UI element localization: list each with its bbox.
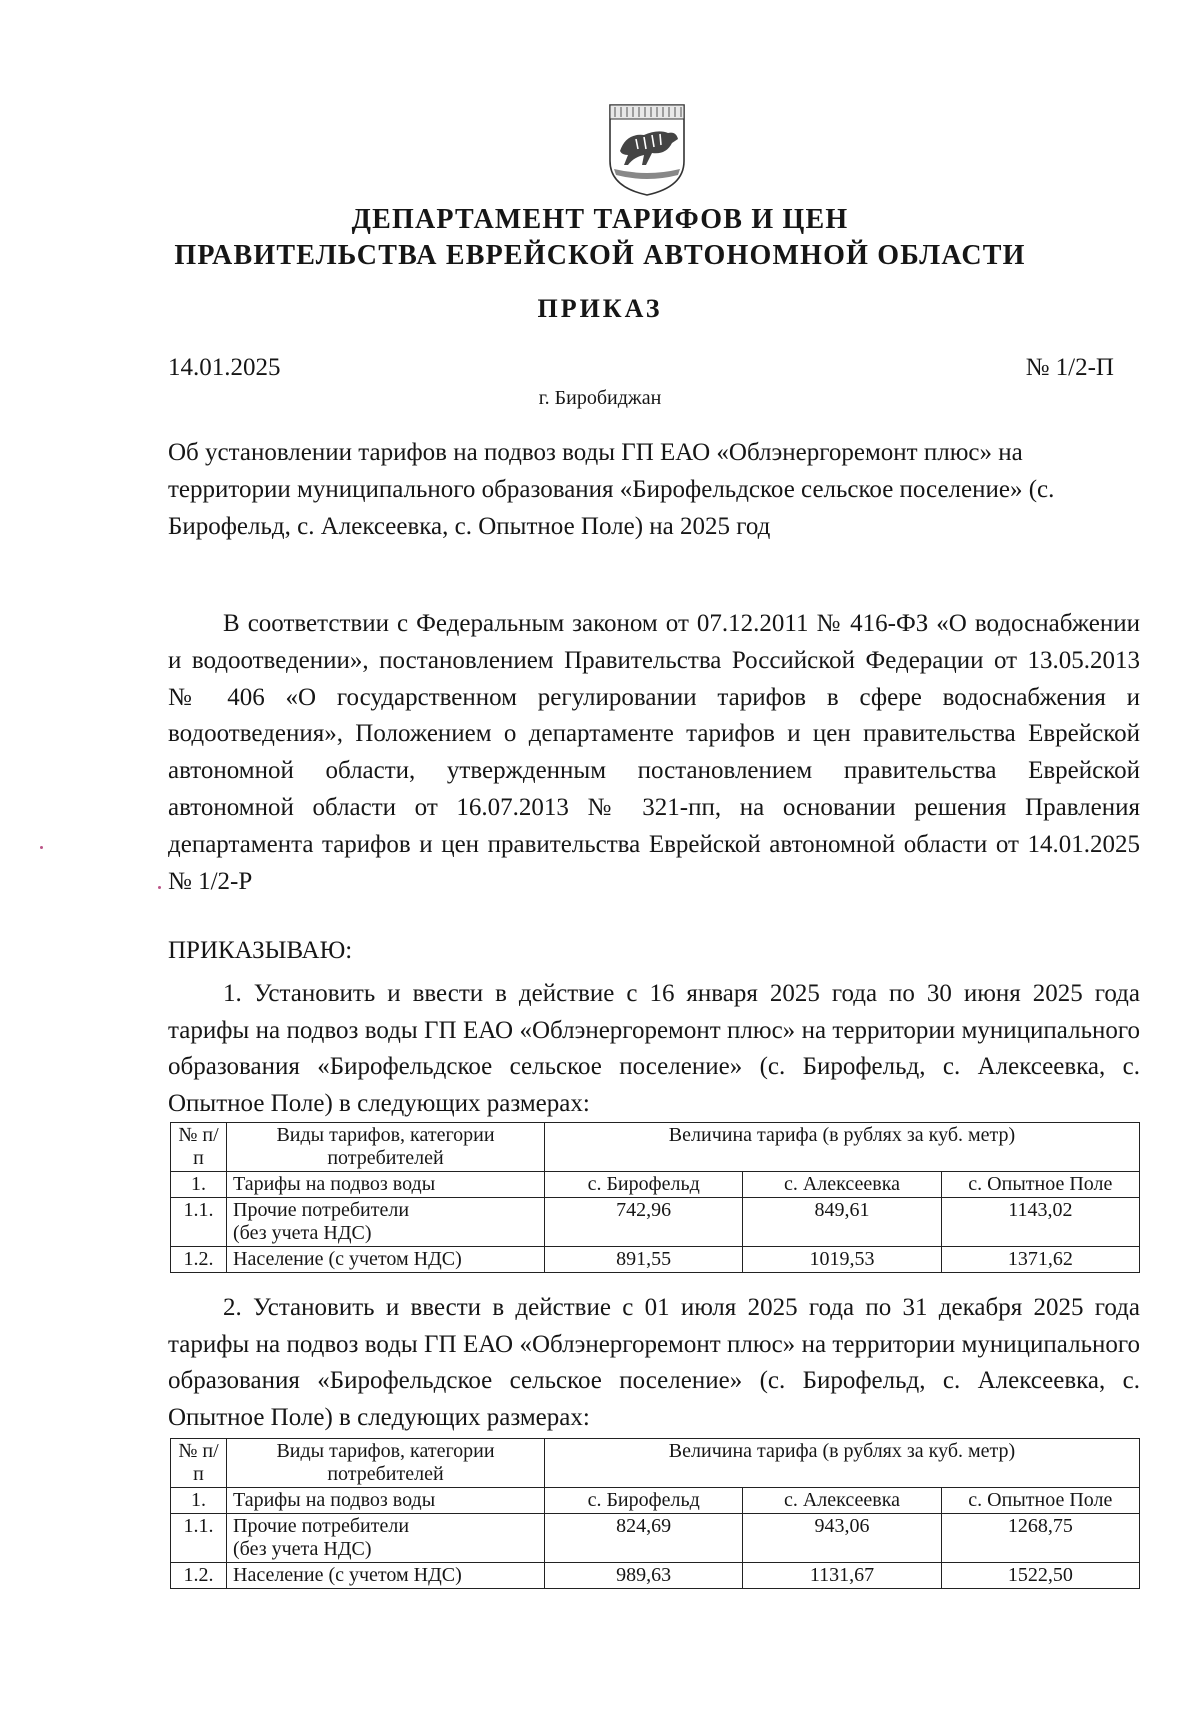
value-cell: 1371,62	[941, 1247, 1139, 1273]
header-number-cell: № п/п	[171, 1123, 227, 1172]
table-header-row	[171, 1439, 1140, 1488]
tariff-table-1	[170, 1122, 1140, 1273]
coat-of-arms-emblem	[606, 103, 688, 197]
row-number-cell: 1.1.	[171, 1198, 227, 1247]
value-cell: 1143,02	[941, 1198, 1139, 1247]
clause-1: 1. Установить и ввести в действие с 16 января 2025 года по 30 июня 2025 года тарифы на подвоз воды ГП ЕАО «Облэнергоремонт плюс» на территории муниципального образования «Бирофельдское сельское поселение» (с. Бирофельд, с. Алексеевка, с. Опытное Поле) в следующих размерах:	[168, 980, 1140, 1117]
row-number-cell: 1.2.	[171, 1247, 227, 1273]
preamble-paragraph: В соответствии с Федеральным законом от 07.12.2011 № 416-ФЗ «О водоснабжении и водоотведении», постановлением Правительства Российской Федерации от 13.05.2013 № 406 «О государственном регулировании тарифов в сфере водоснабжения и водоотведения», Положением о департаменте тарифов и цен правительства Еврейской автономной области, утвержденным постановлением правительства Еврейской автономной области от 16.07.2013 № 321-пп, на основании решения Правления департамента тарифов и цен правительства Еврейской автономной области от 14.01.2025 № 1/2-Р	[168, 610, 1140, 895]
organization-name-line-1: ДЕПАРТАМЕНТ ТАРИФОВ И ЦЕН	[351, 204, 849, 235]
column-header-opytnoe-pole: с. Опытное Поле	[941, 1488, 1139, 1514]
value-cell: 891,55	[545, 1247, 743, 1273]
header-name-cell: Виды тарифов, категории потребителей	[227, 1123, 545, 1172]
value-cell: 989,63	[545, 1563, 743, 1589]
row-name-cell: Тарифы на подвоз воды	[227, 1488, 545, 1514]
column-header-birofeld: с. Бирофельд	[545, 1488, 743, 1514]
table-row	[171, 1488, 1140, 1514]
row-number-cell: 1.1.	[171, 1514, 227, 1563]
value-cell: 943,06	[743, 1514, 941, 1563]
document-number: № 1/2-П	[1025, 354, 1114, 381]
scan-speck	[40, 846, 43, 849]
table-row	[171, 1198, 1140, 1247]
table-row	[171, 1514, 1140, 1563]
value-cell: 1268,75	[941, 1514, 1139, 1563]
value-cell: 824,69	[545, 1514, 743, 1563]
clause-2: 2. Установить и ввести в действие с 01 июля 2025 года по 31 декабря 2025 года тарифы на подвоз воды ГП ЕАО «Облэнергоремонт плюс» на территории муниципального образования «Бирофельдское сельское поселение» (с. Бирофельд, с. Алексеевка, с. Опытное Поле) в следующих размерах:	[168, 1294, 1140, 1431]
document-type: ПРИКАЗ	[537, 294, 663, 323]
row-name-line: (без учета НДС)	[233, 1222, 372, 1244]
row-name-cell: Тарифы на подвоз воды	[227, 1172, 545, 1198]
value-cell: 1131,67	[743, 1563, 941, 1589]
value-cell: 742,96	[545, 1198, 743, 1247]
value-cell: 1019,53	[743, 1247, 941, 1273]
document-date: 14.01.2025	[168, 354, 281, 381]
row-number-cell: 1.	[171, 1488, 227, 1514]
row-number-cell: 1.2.	[171, 1563, 227, 1589]
document-subject: Об установлении тарифов на подвоз воды ГП ЕАО «Облэнергоремонт плюс» на территории муниципального образования «Бирофельдское сельское поселение» (с. Бирофельд, с. Алексеевка, с. Опытное Поле) на 2025 год	[168, 439, 1055, 540]
column-header-birofeld: с. Бирофельд	[545, 1172, 743, 1198]
row-name-cell	[227, 1514, 545, 1563]
row-name-cell: Население (с учетом НДС)	[227, 1247, 545, 1273]
row-name-line: (без учета НДС)	[233, 1538, 372, 1560]
header-value-cell: Величина тарифа (в рублях за куб. метр)	[545, 1439, 1140, 1488]
header-number-cell: № п/п	[171, 1439, 227, 1488]
row-name-line: Прочие потребители	[233, 1515, 410, 1537]
header-name-cell: Виды тарифов, категории потребителей	[227, 1439, 545, 1488]
row-number-cell: 1.	[171, 1172, 227, 1198]
header-value-cell: Величина тарифа (в рублях за куб. метр)	[545, 1123, 1140, 1172]
table-row	[171, 1172, 1140, 1198]
scan-speck	[158, 886, 161, 889]
table-header-row	[171, 1123, 1140, 1172]
row-name-cell: Население (с учетом НДС)	[227, 1563, 545, 1589]
table-row	[171, 1563, 1140, 1589]
column-header-alekseevka: с. Алексеевка	[743, 1172, 941, 1198]
order-word: ПРИКАЗЫВАЮ:	[168, 937, 353, 964]
column-header-alekseevka: с. Алексеевка	[743, 1488, 941, 1514]
row-name-line: Прочие потребители	[233, 1199, 410, 1221]
row-name-cell	[227, 1198, 545, 1247]
document-city: г. Биробиджан	[538, 387, 662, 409]
column-header-opytnoe-pole: с. Опытное Поле	[941, 1172, 1139, 1198]
value-cell: 1522,50	[941, 1563, 1139, 1589]
table-row	[171, 1247, 1140, 1273]
organization-name-line-2: ПРАВИТЕЛЬСТВА ЕВРЕЙСКОЙ АВТОНОМНОЙ ОБЛАСТИ	[174, 240, 1026, 271]
tariff-table-2	[170, 1438, 1140, 1589]
value-cell: 849,61	[743, 1198, 941, 1247]
